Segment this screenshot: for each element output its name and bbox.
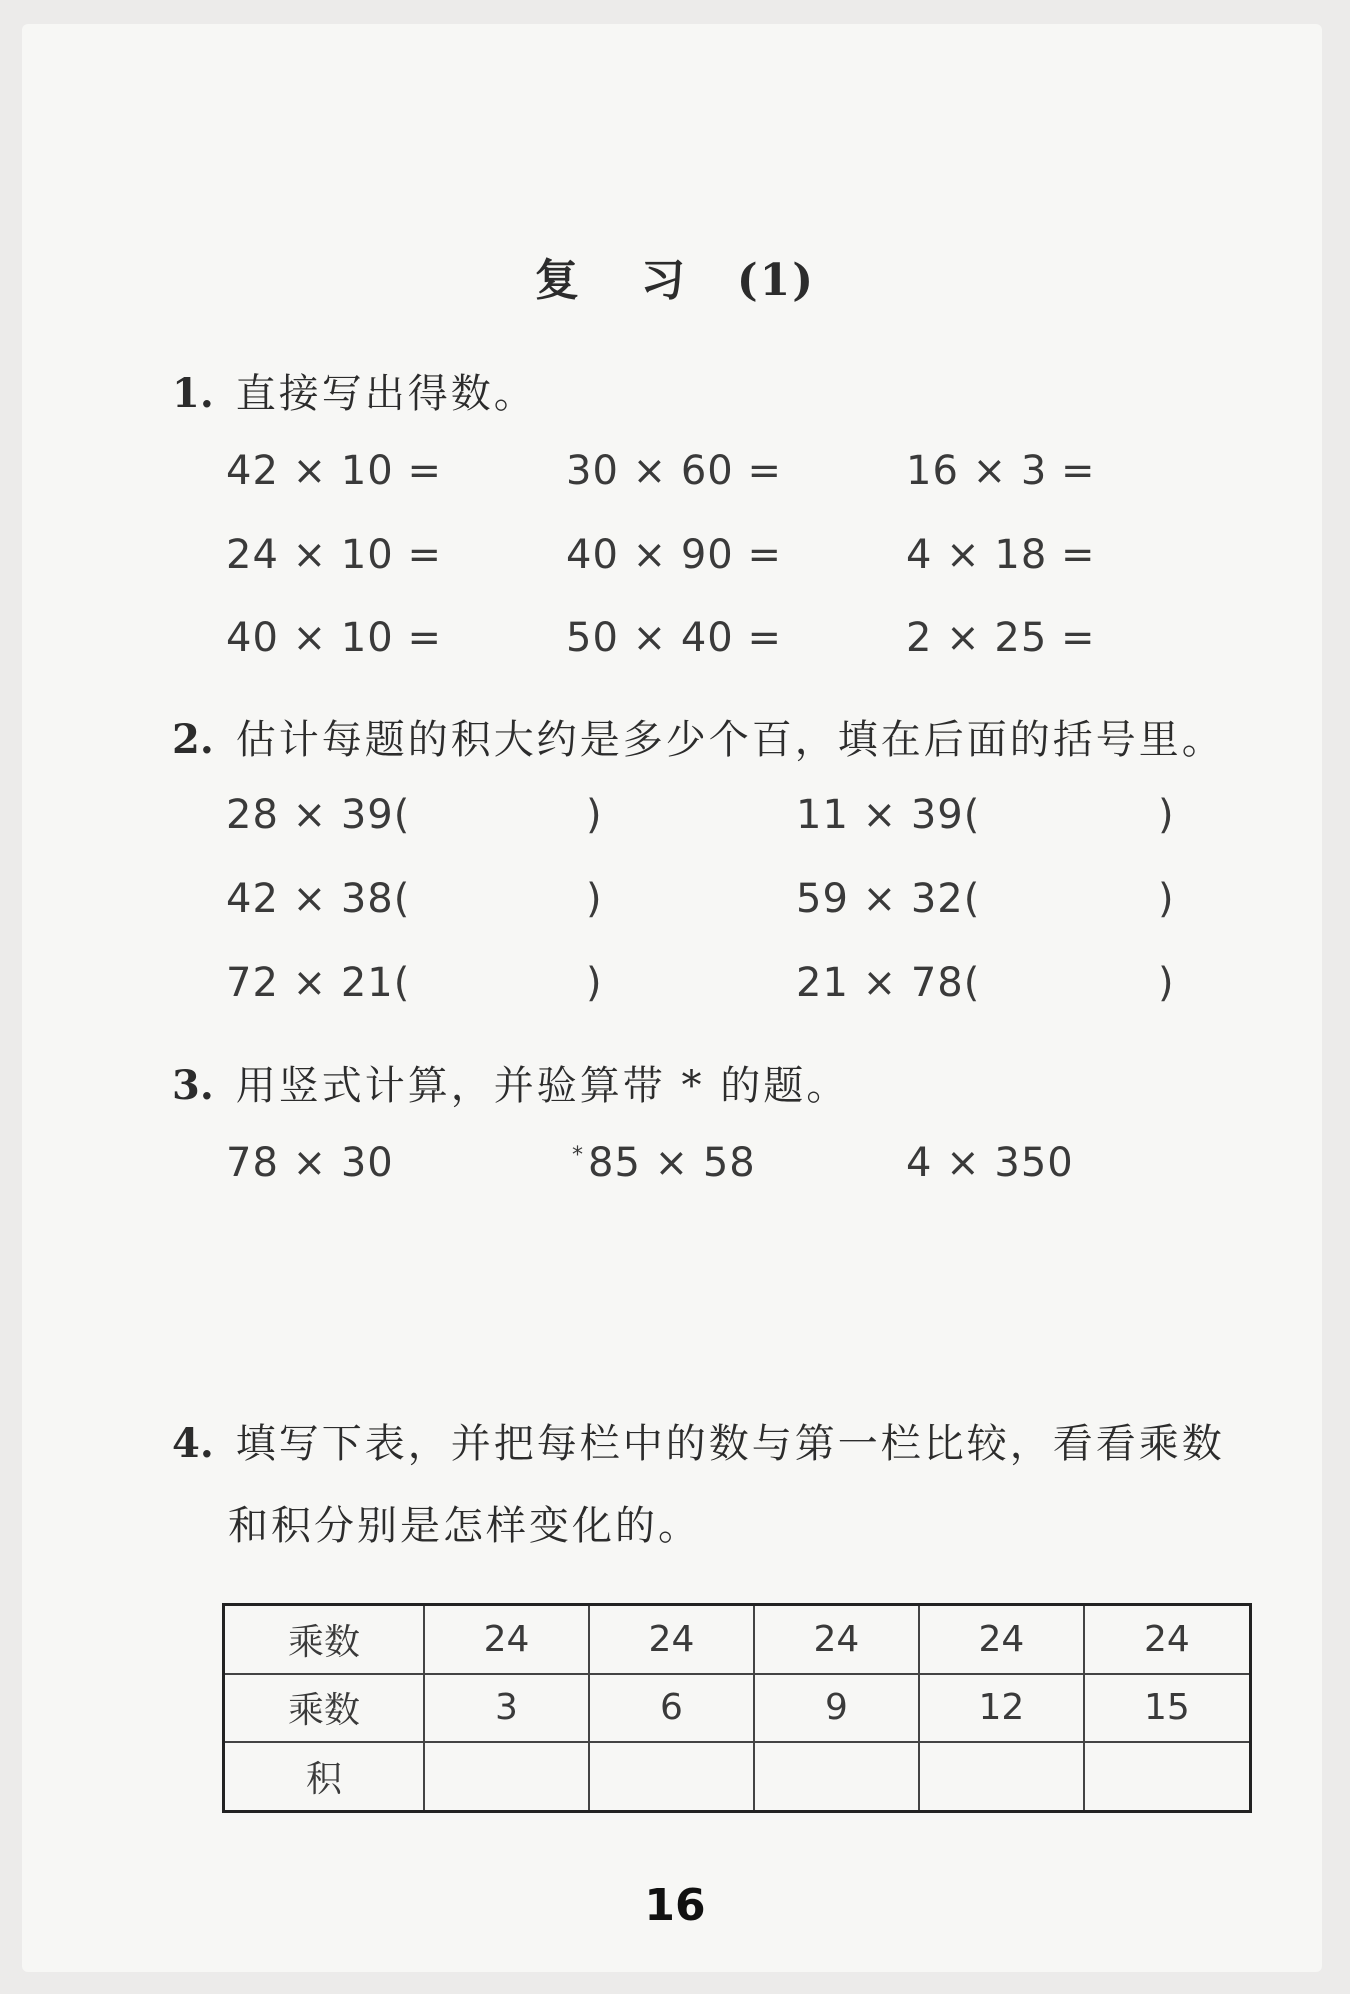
q3-expression: 85 × 58 [588,1140,756,1186]
table-row [224,1742,1251,1811]
answer-cell[interactable] [754,1742,919,1811]
question-number: 3. [172,1062,214,1109]
question-3-heading [172,1054,849,1111]
page-number: 16 [644,1880,706,1931]
q3-expression: 4 × 350 [906,1140,1074,1186]
table-cell: 12 [919,1674,1084,1743]
q2-expression: 11 × 39( [796,792,981,838]
q2-close-paren: ) [1158,876,1175,922]
q2-expression: 72 × 21( [226,960,411,1006]
q1-expression: 24 × 10 = [226,532,442,578]
answer-cell[interactable] [589,1742,754,1811]
question-instruction: 用竖式计算，并验算带 * 的题。 [235,1063,850,1109]
title-part-1: 复 [534,255,581,306]
table-cell: 24 [424,1605,589,1674]
question-number: 1. [172,370,214,417]
question-instruction: 直接写出得数。 [235,371,537,417]
q2-expression: 21 × 78( [796,960,981,1006]
q1-expression: 4 × 18 = [906,532,1096,578]
star-marker: * [572,1142,584,1168]
table-cell: 9 [754,1674,919,1743]
q1-expression: 30 × 60 = [566,448,782,494]
q3-expression: 78 × 30 [226,1140,394,1186]
q1-expression: 16 × 3 = [906,448,1096,494]
question-4-heading [172,1412,1225,1469]
question-2-heading [172,708,1225,765]
q1-expression: 40 × 90 = [566,532,782,578]
answer-cell[interactable] [1084,1742,1251,1811]
answer-cell[interactable] [919,1742,1084,1811]
q2-expression: 28 × 39( [226,792,411,838]
table-row [224,1605,1251,1674]
q2-close-paren: ) [586,876,603,922]
q2-close-paren: ) [1158,792,1175,838]
table-cell: 24 [919,1605,1084,1674]
table-cell: 24 [589,1605,754,1674]
title-part-2: 习 [640,255,687,306]
page-title [0,244,1350,308]
table-cell: 24 [754,1605,919,1674]
q2-close-paren: ) [586,792,603,838]
question-4-heading-line-2: 和积分别是怎样变化的。 [228,1503,701,1549]
q1-expression: 50 × 40 = [566,615,782,661]
question-1-heading [172,362,537,419]
q2-close-paren: ) [1158,960,1175,1006]
q1-expression: 2 × 25 = [906,615,1096,661]
question-number: 2. [172,716,214,763]
row-header: 积 [224,1742,425,1811]
question-number: 4. [172,1420,214,1467]
table-cell: 24 [1084,1605,1251,1674]
row-header: 乘数 [224,1605,425,1674]
table-cell: 6 [589,1674,754,1743]
multiplication-table [222,1603,1252,1813]
title-part-3: (1) [736,255,816,306]
q2-expression: 42 × 38( [226,876,411,922]
q1-expression: 40 × 10 = [226,615,442,661]
row-header: 乘数 [224,1674,425,1743]
q1-expression: 42 × 10 = [226,448,442,494]
table-cell: 15 [1084,1674,1251,1743]
q2-close-paren: ) [586,960,603,1006]
answer-cell[interactable] [424,1742,589,1811]
q2-expression: 59 × 32( [796,876,981,922]
question-instruction: 估计每题的积大约是多少个百，填在后面的括号里。 [235,717,1225,763]
table-cell: 3 [424,1674,589,1743]
q3-starred-item [572,1140,756,1186]
question-instruction: 填写下表，并把每栏中的数与第一栏比较，看看乘数 [235,1421,1225,1467]
table-row [224,1674,1251,1743]
